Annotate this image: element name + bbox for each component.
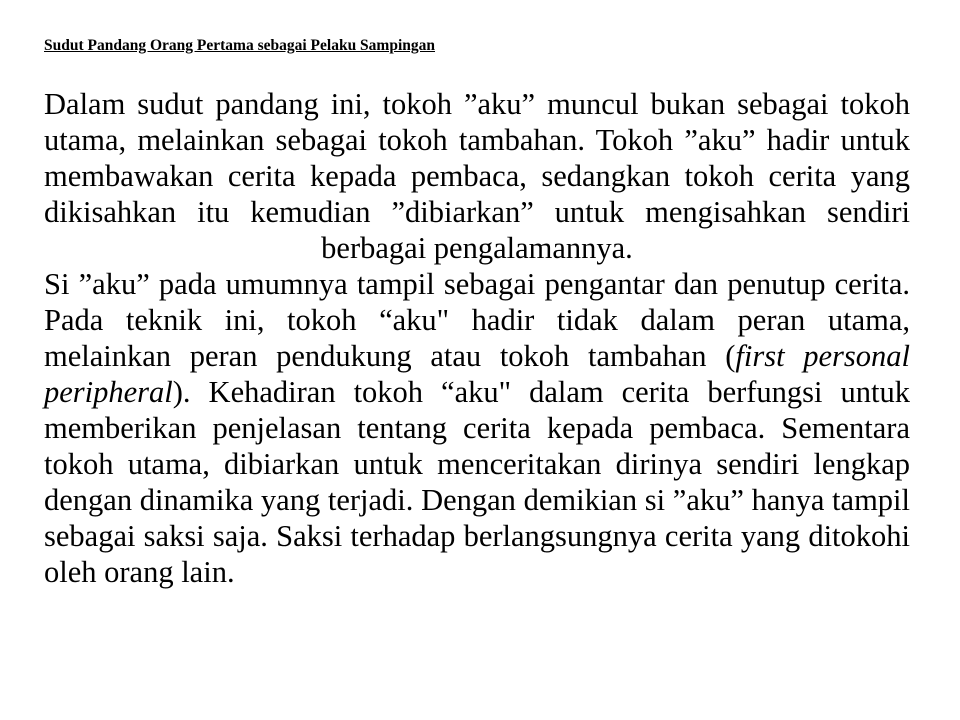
slide-content xyxy=(44,36,910,590)
paragraph-2 xyxy=(44,266,910,590)
paragraph-2-part-1: Si ”aku” pada umumnya tampil sebagai pengantar dan penutup cerita. Pada teknik ini, tokoh “aku" hadir tidak dalam peran utama, melainkan peran pendukung atau tokoh tambahan ( xyxy=(44,267,910,373)
section-heading: Sudut Pandang Orang Pertama sebagai Pelaku Sampingan xyxy=(44,37,436,54)
paragraph-2-part-2: ). Kehadiran tokoh “aku" dalam cerita berfungsi untuk memberikan penjelasan tentang cerita kepada pembaca. Sementara tokoh utama, dibiarkan untuk menceritakan dirinya sendiri lengkap dengan dinamika yang terjadi. Dengan demikian si ”aku” hanya tampil sebagai saksi saja. Saksi terhadap berlangsungnya cerita yang ditokohi oleh orang lain. xyxy=(44,375,910,589)
body-text xyxy=(44,86,910,590)
paragraph-2-italic-term: first personal peripheral xyxy=(44,339,910,409)
paragraph-1: Dalam sudut pandang ini, tokoh ”aku” muncul bukan sebagai tokoh utama, melainkan sebagai tokoh tambahan. Tokoh ”aku” hadir untuk membawakan cerita kepada pembaca, sedangkan tokoh cerita yang dikisahkan itu kemudian ”dibiarkan” untuk mengisahkan sendiri berbagai pengalamannya. xyxy=(44,87,910,265)
